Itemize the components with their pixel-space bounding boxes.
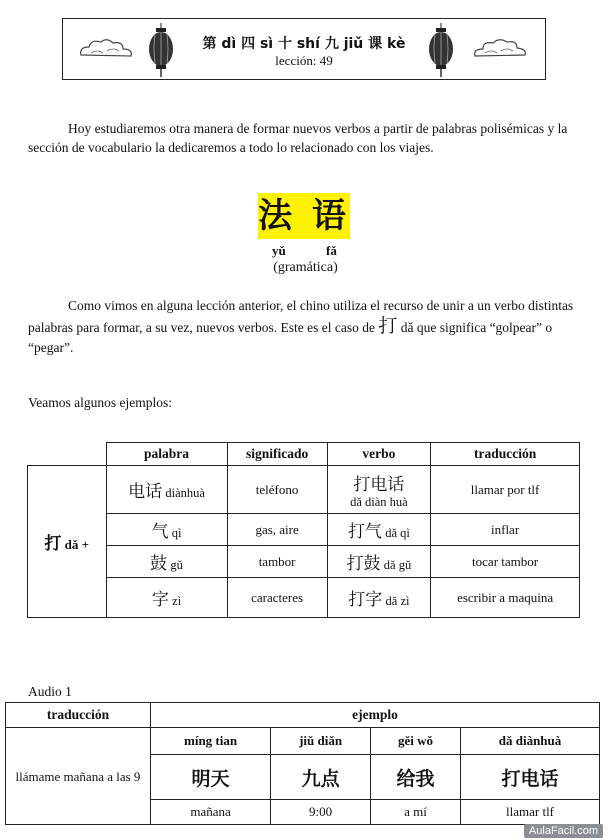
translation-cell: tocar tambor: [431, 546, 580, 578]
example-spanish: llamar tlf: [461, 800, 600, 825]
example-table: [5, 702, 600, 825]
prefix-pinyin: dǎ +: [64, 537, 90, 552]
col-header-palabra: palabra: [106, 443, 227, 466]
audio-label: Audio 1: [28, 684, 72, 699]
word-hanzi: 字: [151, 590, 169, 610]
verb-pinyin: dǎ diàn huà: [350, 494, 408, 509]
table-row: [28, 578, 580, 618]
prefix-cell: [28, 466, 107, 618]
word-hanzi: 鼓: [150, 554, 168, 574]
word-pinyin: qì: [171, 526, 182, 540]
col-header-verbo: verbo: [327, 443, 431, 466]
col-header-traduccion: traducción: [431, 443, 580, 466]
word-pinyin: diànhuà: [165, 486, 205, 500]
highlight-meaning: (gramática): [273, 260, 338, 275]
example-hanzi: 明天: [151, 755, 271, 800]
verb-pinyin: dǎ zì: [385, 594, 410, 608]
verb-hanzi: 打气: [347, 522, 382, 542]
explanation-char: 打: [378, 315, 398, 337]
verb-table: [27, 442, 580, 618]
example-spanish: mañana: [151, 800, 271, 825]
word-hanzi: 气: [151, 522, 169, 542]
meaning-cell: tambor: [227, 546, 327, 578]
col-header-significado: significado: [227, 443, 327, 466]
lesson-title: 第 dì 四 sì 十 shí 九 jiǔ 课 kè: [202, 36, 406, 52]
meaning-cell: caracteres: [227, 578, 327, 618]
example-hanzi: 打电话: [461, 755, 600, 800]
word-pinyin: gǔ: [170, 558, 183, 572]
example-pinyin: jiǔ diǎn: [271, 728, 371, 755]
prefix-char: 打: [44, 534, 62, 554]
example-spanish: 9:00: [271, 800, 371, 825]
table-row: [28, 546, 580, 578]
table-row: [28, 514, 580, 546]
empty-corner: [28, 443, 107, 466]
pinyin-yu: yǔ: [272, 243, 286, 258]
verb-hanzi: 打鼓: [346, 554, 381, 574]
verb-hanzi: 打电话: [353, 474, 405, 495]
explanation-tail: dǎ que significa “golpear” o “pegar”.: [28, 320, 553, 355]
meaning-cell: teléfono: [227, 466, 327, 514]
translation-cell: escribir a maquina: [431, 578, 580, 618]
lantern-icon: [427, 23, 455, 77]
meaning-cell: gas, aire: [227, 514, 327, 546]
example-hanzi: 九点: [271, 755, 371, 800]
example-spanish: a mí: [371, 800, 461, 825]
word-pinyin: zì: [172, 594, 182, 608]
translation-cell: inflar: [431, 514, 580, 546]
word-hanzi: 电话: [128, 482, 163, 502]
verb-pinyin: dǎ gǔ: [383, 558, 412, 572]
verb-pinyin: dǎ qì: [385, 526, 410, 540]
translation-cell: llamar por tlf: [431, 466, 580, 514]
examples-intro: Veamos algunos ejemplos:: [28, 395, 172, 410]
cloud-icon: [469, 37, 529, 63]
col-header-traduccion: traducción: [6, 703, 151, 728]
example-hanzi: 给我: [371, 755, 461, 800]
intro-paragraph: Hoy estudiaremos otra manera de formar nuevos verbos a partir de palabras polisémicas y la sección de vocabulario la dedicaremos a todo lo relacionado con los viajes.: [28, 121, 568, 155]
lesson-number: lección: 49: [275, 53, 333, 68]
explanation-text: Como vimos en alguna lección anterior, el chino utiliza el recurso de unir a un verbo distintas palabras para formar, a su vez, nuevos verbos. Este es el caso de: [28, 298, 574, 335]
lesson-header: [62, 18, 546, 80]
highlight-hanzi: 法 语: [258, 193, 350, 239]
verb-hanzi: 打字: [348, 590, 383, 610]
explanation-paragraph: [28, 296, 588, 358]
col-header-ejemplo: ejemplo: [151, 703, 600, 728]
example-translation: llámame mañana a las 9: [6, 728, 151, 825]
example-pinyin: míng tian: [151, 728, 271, 755]
site-logo[interactable]: AulaFacil.com: [524, 824, 603, 838]
pinyin-fa: fǎ: [326, 243, 337, 258]
table-row: [28, 466, 580, 514]
example-pinyin: dǎ diànhuà: [461, 728, 600, 755]
example-pinyin: gěi wǒ: [371, 728, 461, 755]
